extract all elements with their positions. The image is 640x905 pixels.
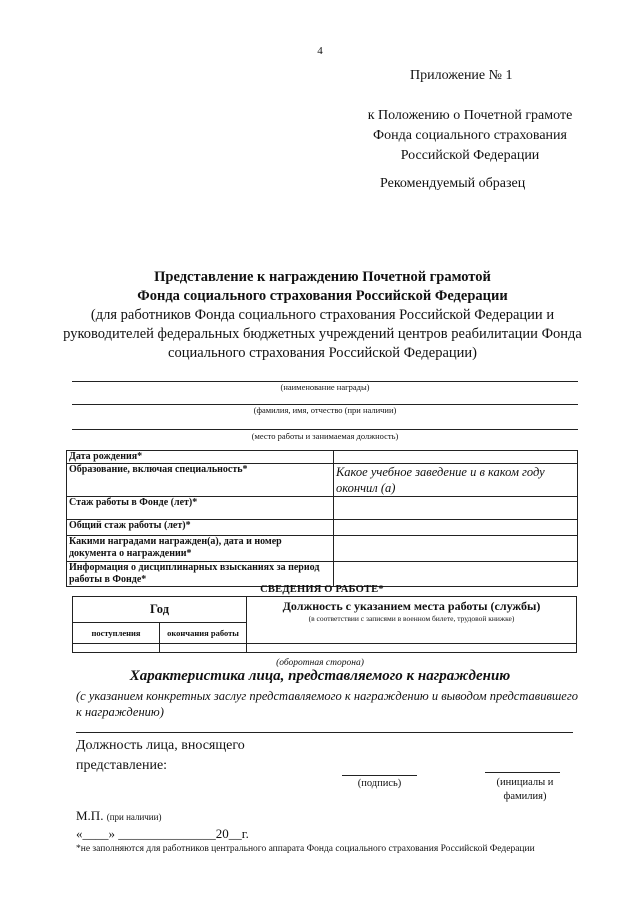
row-value[interactable] [334, 497, 578, 520]
row-value[interactable]: Какое учебное заведение и в каком году окончил (а) [334, 464, 578, 497]
signature-caption: (подпись) [357, 778, 402, 789]
row-label: Общий стаж работы (лет)* [67, 520, 334, 536]
row-value[interactable] [334, 562, 578, 587]
award-name-caption: (наименование награды) [280, 382, 370, 392]
start-cell[interactable] [73, 644, 160, 653]
submitter-label: Должность лица, вносящего представление: [76, 738, 245, 773]
title-line: Фонда социального страхования Российской Федерации [137, 288, 508, 304]
year-header: Год [73, 597, 247, 623]
initials-caption: (инициалы и фамилия) [496, 777, 554, 802]
appendix-label: Приложение № 1 [410, 68, 513, 83]
seal-place [76, 808, 161, 824]
row-value[interactable] [334, 520, 578, 536]
row-label: Какими наградами награжден(а), дата и номер документа о награждении* [67, 536, 334, 562]
characteristic-line[interactable] [76, 732, 573, 733]
position-note: (в соответствии с записями в военном билете, трудовой книжке) [308, 614, 515, 623]
table-row [67, 451, 578, 464]
row-label: Дата рождения* [67, 451, 334, 464]
date-line[interactable]: «____» _______________20__г. [76, 826, 249, 841]
workplace-line[interactable] [72, 429, 578, 430]
signature-line[interactable] [342, 775, 417, 776]
table-row [73, 597, 577, 623]
regulation-line: Фонда социального страхования [373, 128, 567, 143]
row-label: Образование, включая специальность* [67, 464, 334, 497]
end-header: окончания работы [160, 623, 247, 644]
work-info-table [72, 596, 577, 653]
regulation-line: к Положению о Почетной грамоте [367, 108, 573, 123]
seal-note: (при наличии) [106, 812, 162, 822]
row-label: Информация о дисциплинарных взысканиях за период работы в Фонде* [67, 562, 334, 587]
table-row [67, 497, 578, 520]
table-row [67, 536, 578, 562]
personal-info-table [66, 450, 578, 587]
table-row [67, 464, 578, 497]
full-name-caption: (фамилия, имя, отчество (при наличии) [253, 405, 397, 415]
start-header: поступления [73, 623, 160, 644]
regulation-reference [350, 106, 590, 166]
workplace-caption: (место работы и занимаемая должность) [251, 431, 399, 441]
characteristic-title: Характеристика лица, представляемого к награждению [129, 668, 511, 684]
page-number: 4 [317, 45, 323, 57]
footnote: *не заполняются для работников центрального аппарата Фонда социального страхования Российской Федерации [76, 844, 535, 854]
row-label: Стаж работы в Фонде (лет)* [67, 497, 334, 520]
seal-label: М.П. [76, 808, 104, 823]
work-info-heading: СВЕДЕНИЯ О РАБОТЕ* [260, 584, 384, 595]
position-cell[interactable] [247, 644, 577, 653]
table-row [67, 520, 578, 536]
position-header: Должность с указанием места работы (службы) [282, 599, 541, 613]
title-line: Представление к награждению Почетной грамотой [154, 269, 491, 285]
title-subtitle: (для работников Фонда социального страхования Российской Федерации и руководителей федеральных бюджетных учреждений центров реабилитации Фонда социального страхования Российской Федерации) [63, 307, 582, 361]
row-value[interactable] [334, 451, 578, 464]
position-header-cell [247, 597, 577, 644]
recommended-sample: Рекомендуемый образец [380, 176, 526, 191]
row-value[interactable] [334, 536, 578, 562]
document-title [60, 268, 585, 363]
regulation-line: Российской Федерации [400, 148, 540, 163]
table-row [67, 562, 578, 587]
characteristic-subtitle: (с указанием конкретных заслуг представляемого к награждению и выводом представившего к награждению) [76, 689, 578, 719]
reverse-side-label: (оборотная сторона) [276, 658, 364, 668]
end-cell[interactable] [160, 644, 247, 653]
table-row [73, 644, 577, 653]
initials-line[interactable] [485, 772, 560, 773]
